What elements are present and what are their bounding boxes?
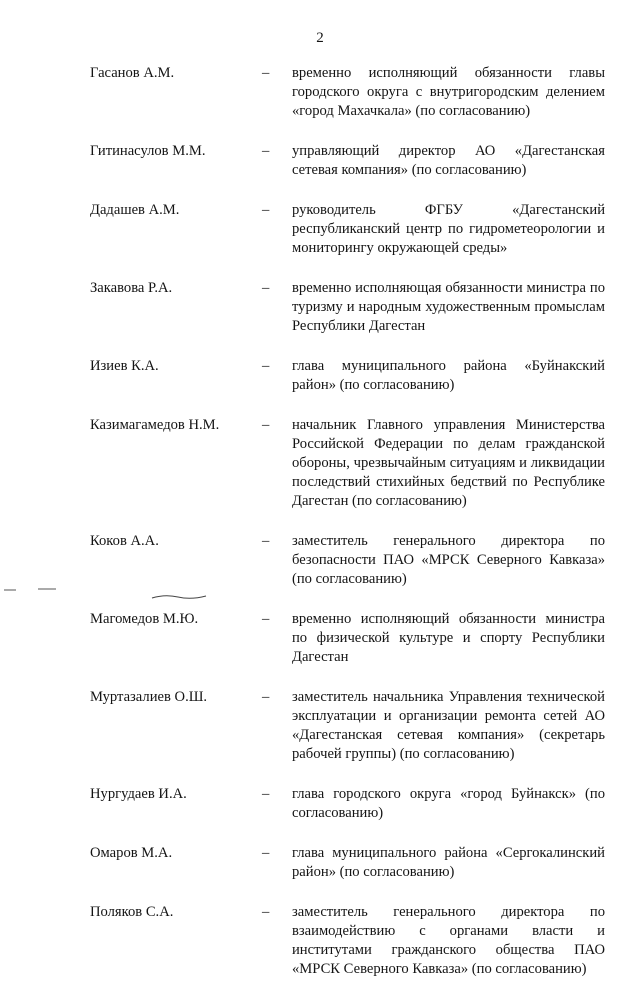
member-role: руководитель ФГБУ «Дагестанский республиканский центр по гидрометеорологии и мониторингу окружающей среды» <box>292 202 605 256</box>
member-name: Муртазалиев О.Ш. <box>90 689 208 705</box>
dash-separator: – <box>262 202 270 218</box>
member-name: Дадашев А.М. <box>90 202 180 218</box>
member-name: Магомедов М.Ю. <box>90 611 199 627</box>
member-name: Поляков С.А. <box>90 904 174 920</box>
list-item <box>90 844 605 882</box>
member-role: заместитель генерального директора по безопасности ПАО «МРСК Северного Кавказа» (по согласованию) <box>292 533 605 587</box>
list-item <box>90 785 605 823</box>
member-name: Закавова Р.А. <box>90 280 173 296</box>
member-name: Омаров М.А. <box>90 845 173 861</box>
list-item <box>90 201 605 258</box>
dash-separator: – <box>262 845 270 861</box>
list-item <box>90 279 605 336</box>
list-item <box>90 142 605 180</box>
dash-separator: – <box>262 786 270 802</box>
dash-separator: – <box>262 417 270 433</box>
dash-separator: – <box>262 689 270 705</box>
member-role: заместитель генерального директора по взаимодействию с органами власти и институтами гражданского общества ПАО «МРСК Северного Кавказа» (по согласованию) <box>292 904 605 977</box>
dash-separator: – <box>262 533 270 549</box>
member-role: глава муниципального района «Сергокалинский район» (по согласованию) <box>292 845 605 880</box>
member-role: глава городского округа «город Буйнакск» (по согласованию) <box>292 786 605 821</box>
list-item <box>90 416 605 511</box>
dash-separator: – <box>262 65 270 81</box>
member-name: Изиев К.А. <box>90 358 159 374</box>
list-item <box>90 688 605 764</box>
list-item <box>90 64 605 121</box>
dash-separator: – <box>262 611 270 627</box>
list-item <box>90 532 605 589</box>
dash-separator: – <box>262 280 270 296</box>
member-name: Гитинасулов М.М. <box>90 143 206 159</box>
margin-pen-mark <box>2 585 62 593</box>
member-role: временно исполняющий обязанности главы городского округа с внутригородским делением «город Махачкала» (по согласованию) <box>292 65 605 119</box>
member-role: глава муниципального района «Буйнакский район» (по согласованию) <box>292 358 605 393</box>
member-role: управляющий директор АО «Дагестанская сетевая компания» (по согласованию) <box>292 143 605 178</box>
member-role: начальник Главного управления Министерства Российской Федерации по делам гражданской обороны, чрезвычайным ситуациям и ликвидации последствий стихийных бедствий по Республике Дагестан (по согласованию) <box>292 417 605 509</box>
member-name: Коков А.А. <box>90 533 159 549</box>
member-role: временно исполняющая обязанности министра по туризму и народным художественным промыслам Республики Дагестан <box>292 280 605 334</box>
member-name: Гасанов А.М. <box>90 65 175 81</box>
member-role: временно исполняющий обязанности министра по физической культуре и спорту Республики Дагестан <box>292 611 605 665</box>
pen-scribble-mark <box>150 592 210 602</box>
dash-separator: – <box>262 143 270 159</box>
dash-separator: – <box>262 904 270 920</box>
member-name: Казимагамедов Н.М. <box>90 417 220 433</box>
member-role: заместитель начальника Управления технической эксплуатации и организации ремонта сетей АО «Дагестанская сетевая компания» (секретарь рабочей группы) (по согласованию) <box>292 689 605 762</box>
list-item <box>90 357 605 395</box>
dash-separator: – <box>262 358 270 374</box>
list-item <box>90 610 605 667</box>
member-list <box>90 64 605 1000</box>
page-number: 2 <box>316 30 324 46</box>
list-item <box>90 903 605 979</box>
member-name: Нургудаев И.А. <box>90 786 187 802</box>
